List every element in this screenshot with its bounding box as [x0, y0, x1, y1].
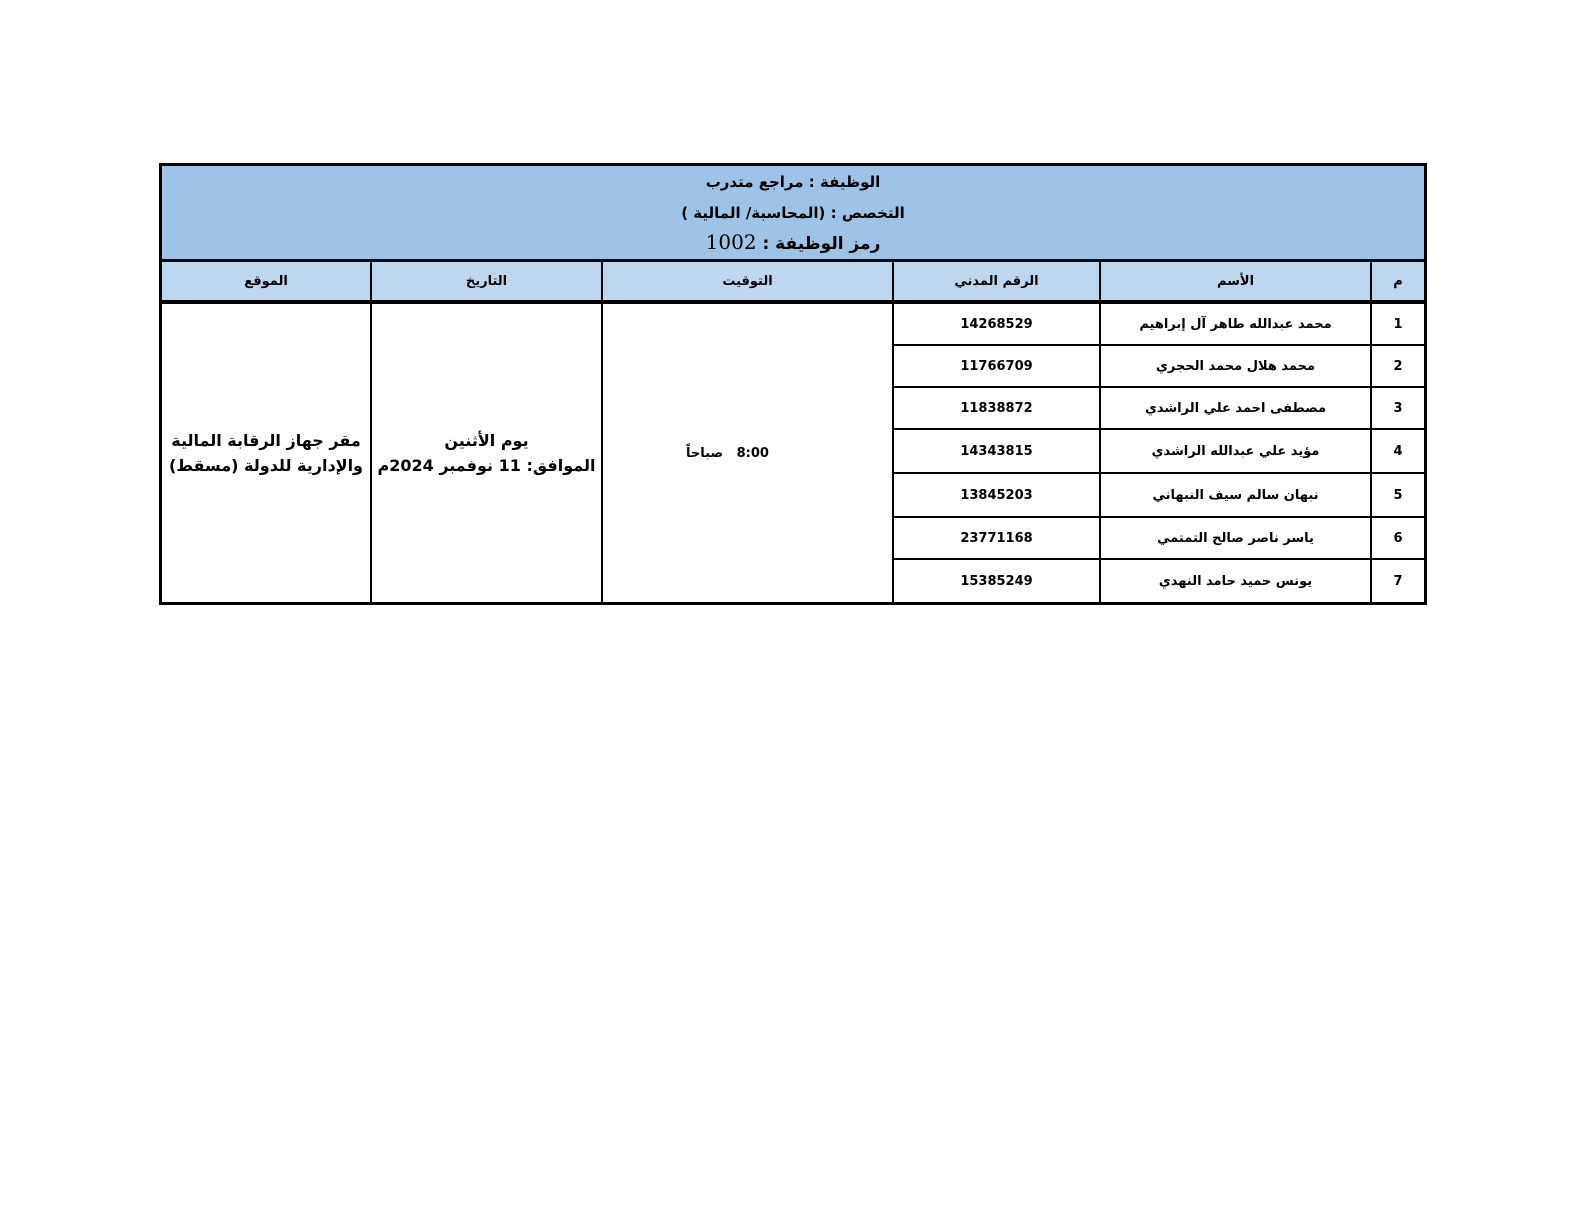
time-cell [602, 302, 893, 602]
location-cell [162, 302, 371, 602]
row-index: 4 [1371, 429, 1424, 473]
date-day: يوم الأثنين [444, 431, 529, 450]
date-full: الموافق: 11 نوفمبر 2024م [377, 456, 596, 475]
civil-id: 11838872 [893, 387, 1100, 429]
date-cell [371, 302, 602, 602]
row-index: 3 [1371, 387, 1424, 429]
col-index: م [1371, 262, 1424, 302]
civil-id: 23771168 [893, 517, 1100, 559]
candidate-name: محمد هلال محمد الحجري [1100, 345, 1371, 387]
interview-schedule-table [159, 163, 1427, 605]
col-name: الأسم [1100, 262, 1371, 302]
time-period: صباحاً [686, 445, 724, 461]
col-time: التوقيت [602, 262, 893, 302]
civil-id: 11766709 [893, 345, 1100, 387]
candidate-name: يونس حميد حامد النهدي [1100, 559, 1371, 602]
row-index: 2 [1371, 345, 1424, 387]
col-date: التاريخ [371, 262, 602, 302]
candidate-name: مؤيد علي عبدالله الراشدي [1100, 429, 1371, 473]
job-code-value: 1002 [705, 230, 757, 254]
location-line-2: والإدارية للدولة (مسقط) [169, 456, 363, 475]
candidate-name: نبهان سالم سيف النبهاني [1100, 473, 1371, 517]
job-code-label: رمز الوظيفة : [762, 234, 881, 254]
col-civil-id: الرقم المدني [893, 262, 1100, 302]
row-index: 5 [1371, 473, 1424, 517]
job-title: الوظيفة : مراجع متدرب [705, 173, 881, 191]
civil-id: 14268529 [893, 302, 1100, 345]
row-index: 1 [1371, 302, 1424, 345]
col-location: الموقع [162, 262, 371, 302]
civil-id: 15385249 [893, 559, 1100, 602]
candidate-name: مصطفى احمد علي الراشدي [1100, 387, 1371, 429]
specialty: التخصص : (المحاسبة/ المالية ) [681, 204, 905, 222]
job-code [162, 230, 1424, 254]
row-index: 6 [1371, 517, 1424, 559]
civil-id: 14343815 [893, 429, 1100, 473]
candidates-table [162, 262, 1424, 602]
time-value: 8:00 [736, 445, 769, 461]
candidate-name: محمد عبدالله طاهر آل إبراهيم [1100, 302, 1371, 345]
header-row [162, 262, 1424, 302]
candidate-name: ياسر ناصر صالح التمتمي [1100, 517, 1371, 559]
title-band [162, 166, 1424, 262]
table-row [162, 302, 1424, 345]
row-index: 7 [1371, 559, 1424, 602]
civil-id: 13845203 [893, 473, 1100, 517]
location-line-1: مقر جهاز الرقابة المالية [171, 431, 361, 450]
